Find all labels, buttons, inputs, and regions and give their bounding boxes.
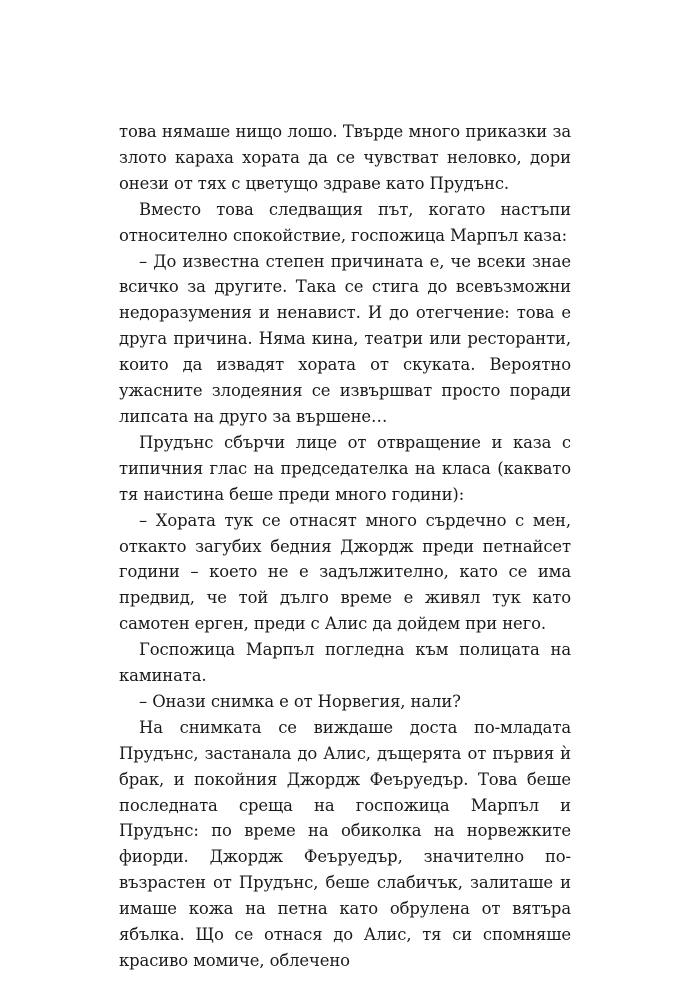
paragraph: Вместо това следващия път, когато настъпи относително спокойствие, госпожица Марпъл каза: bbox=[119, 199, 571, 245]
body-text bbox=[119, 119, 571, 974]
paragraph: – Хората тук се отнасят много сърдечно с мен, откакто загубих бедния Джордж преди петнайсет години – което не е задължително, като се има предвид, че той дълго време е живял тук като самотен ерген, преди с Алис да дойдем при него. bbox=[119, 510, 571, 634]
paragraph: – До известна степен причината е, че всеки знае всичко за другите. Така се стига до всевъзможни недоразумения и ненавист. И до отегчение: това е друга причина. Няма кина, театри или ресторанти, които да извадят хората от скуката. Вероятно ужасните злодеяния се извършват просто поради липсата на друго за вършене… bbox=[119, 251, 571, 426]
paragraph: Госпожица Марпъл погледна към полицата на камината. bbox=[119, 640, 571, 686]
paragraph: Прудънс сбърчи лице от отвращение и каза с типичния глас на председателка на класа (каквато тя наистина беше преди много години): bbox=[119, 432, 571, 504]
paragraph: На снимката се виждаше доста по-младата Прудънс, застанала до Алис, дъщерята от първия ѝ брак, и покойния Джордж Феъруедър. Това беше последната среща на госпожица Марпъл и Прудънс: по време на обиколка на норвежките фиорди. Джордж Феъруедър, значително по-възрастен от Прудънс, беше слабичък, залиташе и имаше кожа на петна като обрулена от вятъра ябълка. Що се отнася до Алис, тя си спомняше красиво момиче, облечено bbox=[119, 717, 571, 970]
paragraph: това нямаше нищо лошо. Твърде много приказки за злото караха хората да се чувстват неловко, дори онези от тях с цветущо здраве като Прудънс. bbox=[119, 122, 571, 193]
paragraph: – Онази снимка е от Норвегия, нали? bbox=[139, 691, 461, 711]
